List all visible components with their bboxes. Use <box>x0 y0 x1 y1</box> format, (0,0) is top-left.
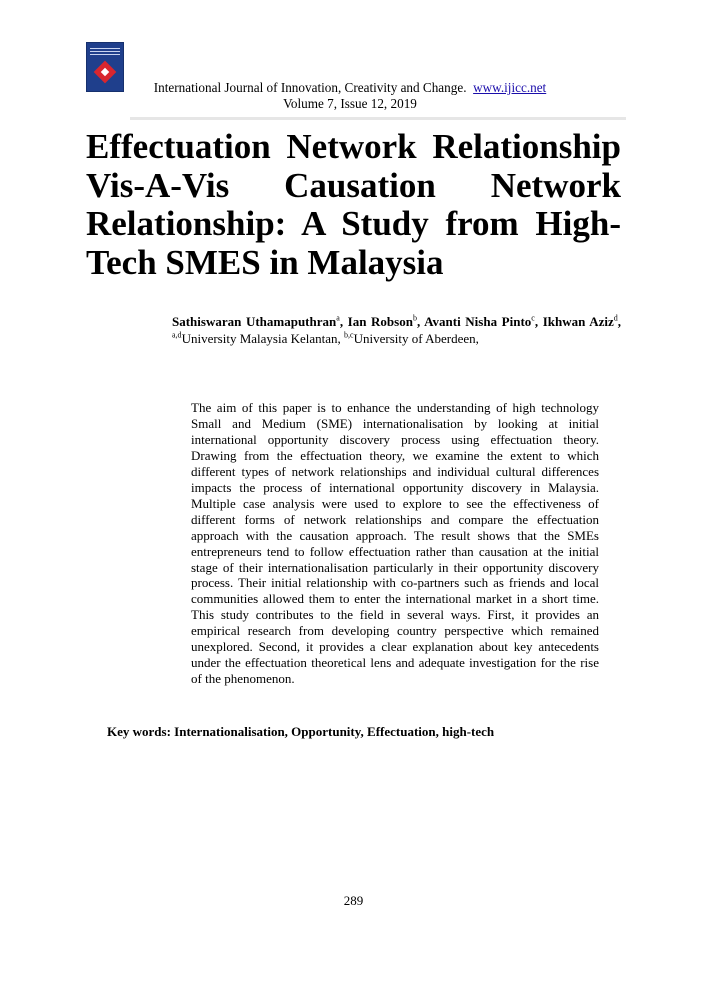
affiliation: University of Aberdeen, <box>353 331 479 346</box>
affiliation: University Malaysia Kelantan, <box>181 331 345 346</box>
author-separator: , <box>339 314 348 329</box>
paper-title: Effectuation Network Relationship Vis-A-Vis Causation Network Relationship: A Study from High-Tech SMES in Malaysia <box>86 127 621 282</box>
header-divider <box>130 117 626 120</box>
author-sup: a <box>336 313 340 323</box>
author-separator: , <box>416 314 425 329</box>
page-number: 289 <box>343 893 364 908</box>
author-name: Ikhwan Aziz <box>542 314 614 329</box>
author-sup: b <box>412 313 417 323</box>
journal-title-line <box>130 80 570 96</box>
author-block <box>172 313 621 347</box>
volume-issue: Volume 7, Issue 12, 2019 <box>283 96 417 111</box>
author-sup: c <box>531 313 535 323</box>
journal-name: International Journal of Innovation, Creativity and Change. <box>153 80 467 95</box>
journal-logo-icon <box>86 42 124 92</box>
author-separator: , <box>617 314 621 329</box>
journal-header <box>130 80 570 112</box>
author-name: Avanti Nisha Pinto <box>424 314 532 329</box>
author-sup: d <box>613 313 618 323</box>
abstract: The aim of this paper is to enhance the understanding of high technology Small and Medium (SME) internationalisation by looking at initial international opportunity discovery process using effectuation theory. Drawing from the effectuation theory, we examine the extent to which different types of network relationships and individual cultural differences impacts the process of international opportunity discovery in Malaysia. Multiple case analysis were used to explore to see the effectiveness of different forms of network relationships and compare the effectuation approach with the causation approach. The result shows that the SMEs entrepreneurs tend to follow effectuation rather than causation at the initial stage of their internationalisation particularly in their opportunity discovery process. Their initial relationship with co-partners such as friends and local communities allowed them to enter the international market in a short time. This study contributes to the field in several ways. First, it provides an empirical research from developing country perspective which remained unexplored. Second, it provides a clear explanation about key antecedents under the effectuation theoretical lens and adequate investigation for the rise of the phenomenon. <box>191 400 599 687</box>
affiliation-sup: a,d <box>172 330 182 340</box>
journal-url-link[interactable]: www.ijicc.net <box>473 80 547 95</box>
author-name: Sathiswaran Uthamaputhran <box>172 314 337 329</box>
keywords: Key words: Internationalisation, Opportunity, Effectuation, high-tech <box>107 724 495 739</box>
author-name: Ian Robson <box>347 314 413 329</box>
affiliation-sup: b,c <box>344 330 354 340</box>
author-separator: , <box>534 314 543 329</box>
